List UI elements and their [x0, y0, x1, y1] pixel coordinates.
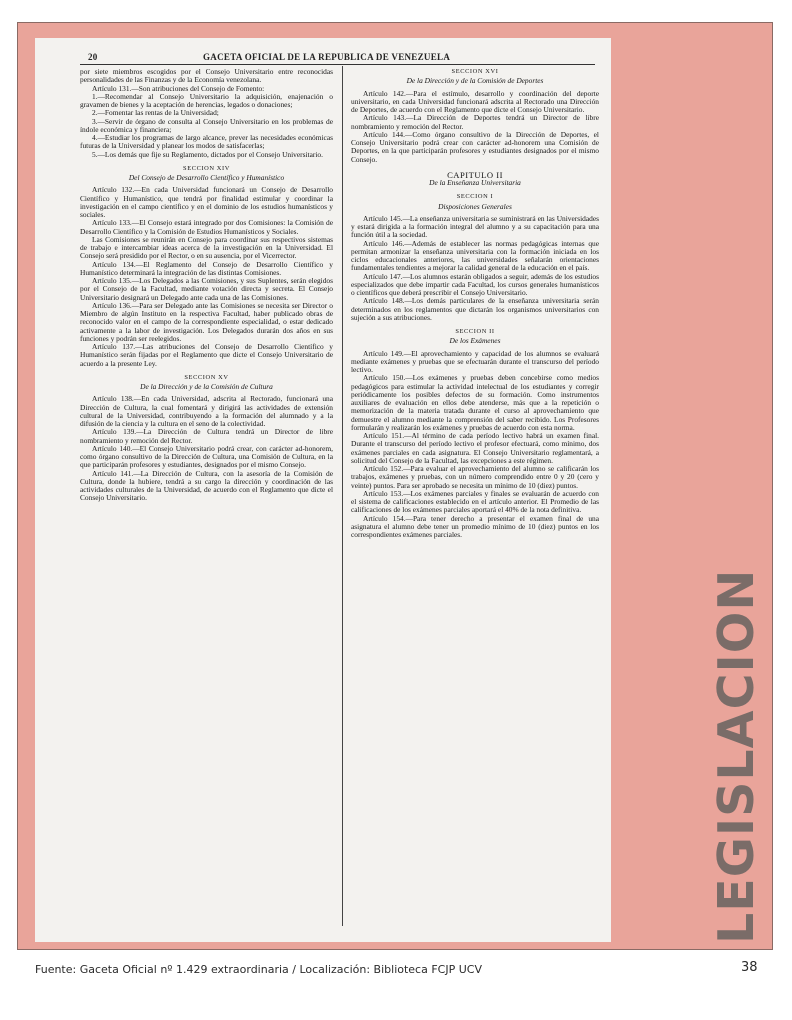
paragraph: Artículo 152.—Para evaluar el aprovechamiento del alumno se calificarán los trabajos, exámenes y pruebas, con un número comprendido entre 0 y 20 (cero y veinte) puntos. Para ser aprobado se necesita un mínimo de 10 (diez) puntos. [351, 464, 599, 490]
paragraph: Artículo 138.—En cada Universidad, adscrita al Rectorado, funcionará una Dirección de Cultura, la cual fomentará y dirigirá las actividades de extensión cultural de la Universidad, contribuyendo a la formación del alumnado y a la difusión de la ciencia y la cultura en el seno de la colectividad. [80, 394, 333, 428]
paragraph: Artículo 147.—Los alumnos estarán obligados a seguir, además de los estudios especializados que debe impartir cada Facultad, los cursos generales humanísticos o científicos que deberá prescribir el Consejo Universitario. [351, 271, 599, 297]
paragraph: Artículo 153.—Los exámenes parciales y finales se evaluarán de acuerdo con el sistema de calificaciones establecido en el artículo anterior. El Promedio de las calificaciones de los exámenes parciales aportará el 40% de la nota definitiva. [351, 488, 599, 515]
section-heading: Del Consejo de Desarrollo Científico y Humanístico [128, 173, 285, 182]
paragraph: Artículo 132.—En cada Universidad funcionará un Consejo de Desarrollo Científico y Humanístico, que tendrá por finalidad estimular y coordinar la investigación en el campo científico y en el dominio de los estudios humanísticos y sociales. [80, 185, 333, 219]
chapter-number: CAPITULO II [447, 169, 503, 180]
paragraph: Artículo 133.—El Consejo estará integrado por dos Comisiones: la Comisión de Desarrollo Científico y la Comisión de Estudios Humanísticos y Sociales. [80, 218, 333, 236]
paragraph: Artículo 154.—Para tener derecho a presentar el examen final de una asignatura el alumno debe tener un promedio mínimo de 10 (diez) puntos en los correspondientes exámenes parciales. [351, 513, 599, 539]
paragraph: Artículo 142.—Para el estímulo, desarrollo y coordinación del deporte universitario, en cada Universidad funcionará adscrita al Rectorado una Dirección de Deportes, de acuerdo con el Reglamento que dicte el Consejo Universitario. [351, 88, 599, 114]
paragraph: Artículo 135.—Los Delegados a las Comisiones, y sus Suplentes, serán elegidos por el Consejo de la Facultad, mediante votación directa y secreta. El Consejo Universitario designará un Delegado ante cada una de las Comisiones. [80, 276, 333, 302]
column-divider [342, 66, 343, 926]
paragraph: Artículo 139.—La Dirección de Cultura tendrá un Director de libre nombramiento y remoción del Rector. [80, 427, 333, 445]
section-heading: De los Exámenes [449, 336, 501, 346]
paragraph: por siete miembros escogidos por el Consejo Universitario entre reconocidas personalidades de las Finanzas y de la Economía venezolana. [80, 67, 333, 85]
paragraph: Artículo 143.—La Dirección de Deportes tendrá un Director de libre nombramiento y remoción del Rector. [351, 113, 599, 131]
gazette-header [35, 52, 611, 64]
footer-page-number: 38 [741, 960, 758, 975]
paragraph: Artículo 140.—El Consejo Universitario podrá crear, con carácter ad-honorem, como órgano consultivo de la Dirección de Cultura, una Comisión de Cultura, en la que participarán profesores y estudiantes, designados por el mismo Consejo. [80, 443, 333, 470]
paragraph: Artículo 145.—La enseñanza universitaria se suministrará en las Universidades y estará dirigida a la formación integral del alumno y a su capacitación para una función útil a la sociedad. [351, 213, 599, 240]
paragraph: 3.—Servir de órgano de consulta al Consejo Universitario en los problemas de índole económica y financiera; [80, 116, 333, 134]
section-number: SECCION I [456, 193, 494, 201]
right-text-column [351, 68, 599, 539]
paragraph: 4.—Estudiar los programas de largo alcance, prever las necesidades económicas futuras de la Universidad y planear los modos de satisfacerlas; [80, 133, 333, 151]
section-number: SECCION XIV [183, 164, 230, 172]
paragraph: Las Comisiones se reunirán en Consejo para coordinar sus respectivos sistemas de trabajo e intercambiar ideas acerca de la investigación en la Universidad. El Consejo será presidido por el Rector, o en su ausencia, por el Vicerrector. [80, 234, 333, 261]
section-heading: De la Dirección y de la Comisión de Cultura [140, 382, 273, 391]
left-text-column [80, 68, 333, 503]
section-heading: Disposiciones Generales [438, 201, 512, 211]
header-rule [80, 64, 595, 65]
gazette-header-title: GACETA OFICIAL DE LA REPUBLICA DE VENEZUELA [203, 52, 451, 62]
paragraph: Artículo 149.—El aprovechamiento y capacidad de los alumnos se evaluará mediante exámenes y pruebas que se efectuarán durante el transcurso del período lectivo. [351, 348, 599, 374]
chapter-heading: De la Enseñanza Universitaria [429, 178, 521, 187]
scanned-gazette-page [35, 38, 611, 942]
paragraph: 5.—Los demás que fije su Reglamento, dictados por el Consejo Universitario. [92, 149, 323, 159]
paragraph: Artículo 151.—Al término de cada período lectivo habrá un examen final. Durante el transcurso del período lectivo el profesor efectuará, como mínimo, dos exámenes parciales en cada asignatura. El Consejo Universitario reglamentará, a solicitud del Consejo de la Facultad, las excepciones a este régimen. [351, 431, 599, 465]
section-heading: De la Dirección y de la Comisión de Deportes [406, 76, 544, 86]
paragraph: 1.—Recomendar al Consejo Universitario la adquisición, enajenación o gravamen de bienes y la aceptación de herencias, legados o donaciones; [80, 91, 333, 109]
side-title-legislacion: LEGISLACION [708, 568, 765, 944]
paragraph: Artículo 146.—Además de establecer las normas pedagógicas internas que permitan armonizar la enseñanza universitaria con la formación iniciada en los ciclos educacionales anteriores, las universidades señalarán orientaciones fundamentales tendientes a mejorar la calidad general de la educación en el país. [351, 238, 599, 273]
gazette-page-number: 20 [88, 52, 98, 62]
paragraph: Artículo 136.—Para ser Delegado ante las Comisiones se necesita ser Director o Miembro de algún Instituto en la respectiva Facultad, haber publicado obras de reconocido valor en el campo de la correspondiente especialidad, o estar dedicado activamente a la labor de investigación. Los Delegados durarán dos años en sus funciones y podrán ser reelegidos. [80, 300, 333, 343]
footer-source: Fuente: Gaceta Oficial nº 1.429 extraordinaria / Localización: Biblioteca FCJP UCV [35, 963, 482, 976]
section-number: SECCION XVI [451, 68, 499, 75]
paragraph: Artículo 144.—Como órgano consultivo de la Dirección de Deportes, el Consejo Universitario podrá crear con carácter ad-honorem una Comisión de Deportes, en la que participarán profesores y estudiantes designados por el mismo Consejo. [351, 129, 599, 164]
paragraph: 2.—Fomentar las rentas de la Universidad; [92, 108, 219, 118]
section-number: SECCION XV [184, 373, 229, 381]
paragraph: Artículo 148.—Los demás particulares de la enseñanza universitaria serán determinados en los reglamentos que dictarán los organismos universitarios con sujeción a sus atribuciones. [351, 296, 599, 322]
paragraph: Artículo 150.—Los exámenes y pruebas deben concebirse como medios pedagógicos para estimular la actividad intelectual de los estudiantes y corregir periódicamente los posibles defectos de su formación. Como instrumentos auxiliares de evaluación en ellos debe atenderse, más que a la repetición o memorización de la materia tratada durante el curso al aprovechamiento que demuestre el alumno mediante la comprensión del saber recibido. Los Profesores formularán y realizarán los exámenes y pruebas de acuerdo con esta norma. [351, 373, 599, 432]
section-number: SECCION II [455, 328, 495, 335]
paragraph: Artículo 141.—La Dirección de Cultura, con la asesoría de la Comisión de Cultura, donde la hubiere, tendrá a su cargo la dirección y coordinación de las actividades culturales de la Universidad, de acuerdo con el Reglamento que dicte el Consejo Universitario. [80, 468, 333, 503]
paragraph: Artículo 137.—Las atribuciones del Consejo de Desarrollo Científico y Humanístico serán fijadas por el Reglamento que dicte el Consejo Universitario de acuerdo a la presente Ley. [80, 342, 333, 368]
paragraph: Artículo 131.—Son atribuciones del Consejo de Fomento: [92, 83, 265, 93]
paragraph: Artículo 134.—El Reglamento del Consejo de Desarrollo Científico y Humanístico determinará la integración de las distintas Comisiones. [80, 259, 333, 277]
